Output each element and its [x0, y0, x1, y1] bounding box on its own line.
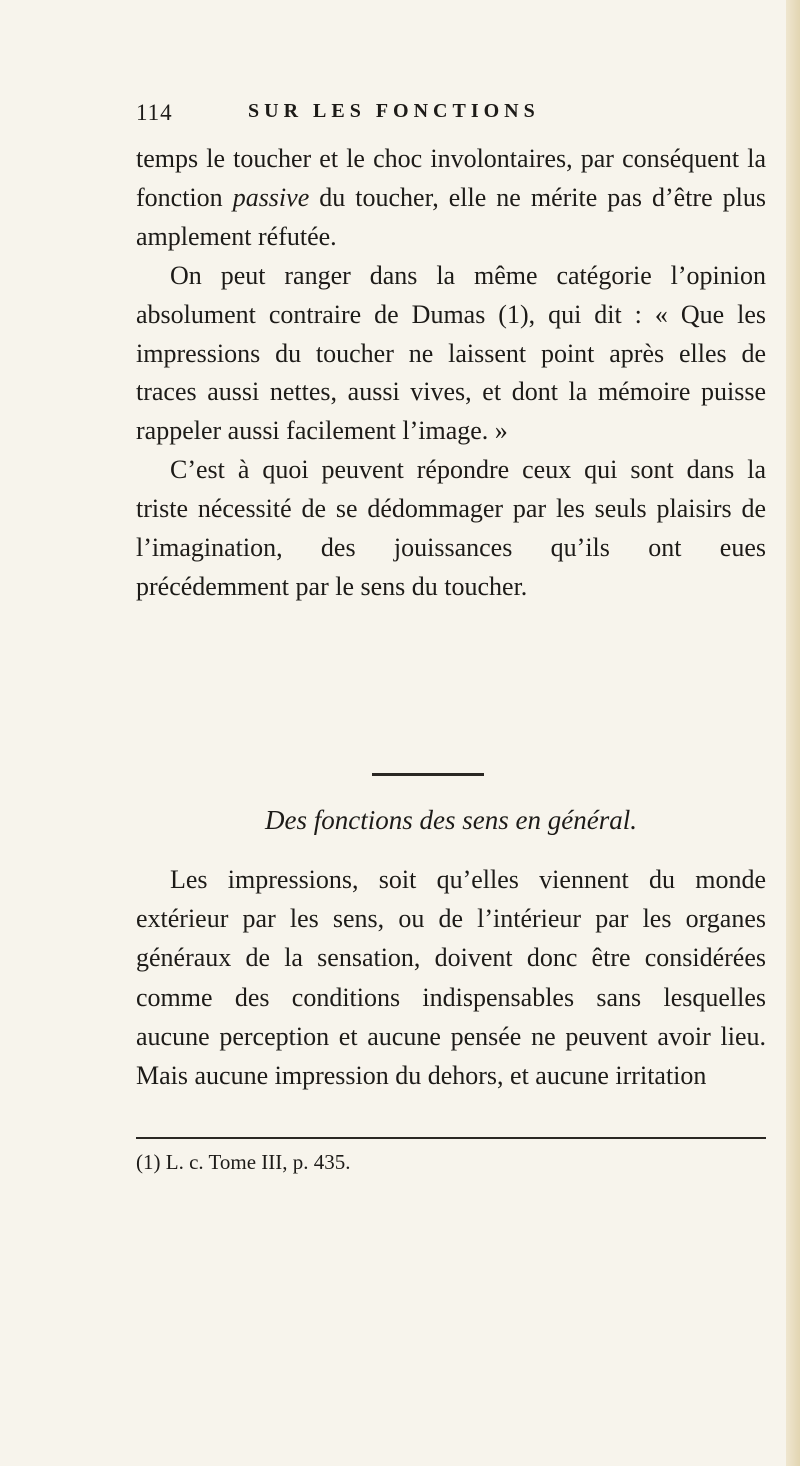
emphasis-passive: passive [232, 182, 310, 212]
footnote: (1) L. c. Tome III, p. 435. [136, 1150, 351, 1174]
paragraph-2: On peut ranger dans la même catégorie l’opinion absolument contraire de Dumas (1), qui dit : « Que les impressions du toucher ne laissent point après elles de traces aussi nettes, aussi vives, et dont la mémoire puisse rappeler aussi facilement l’image. » [136, 260, 766, 446]
page-edge [786, 0, 800, 1466]
running-head: SUR LES FONCTIONS [248, 100, 540, 122]
paragraph-1-end: du toucher, elle ne mérite pas d’être plus amplement réfutée. [136, 182, 766, 251]
body-text [136, 140, 766, 607]
paragraph-1-start: temps le toucher et le choc involontaires, par conséquent la fonction [136, 144, 766, 212]
section-divider [372, 773, 484, 776]
page-number: 114 [136, 100, 173, 125]
page-header [136, 100, 656, 140]
paragraph-1 [136, 140, 766, 257]
paragraph-3: C’est à quoi peuvent répondre ceux qui sont dans la triste nécessité de se dédommager par les seuls plaisirs de l’imagination, des jouissances qu’ils ont eues précédemment par le sens du toucher. [136, 455, 766, 601]
section-paragraph-1: Les impressions, soit qu’elles viennent du monde extérieur par les sens, ou de l’intérieur par les organes généraux de la sensation, doivent donc être considérées comme des conditions indispensables sans lesquelles aucune perception et aucune pensée ne peuvent avoir lieu. Mais aucune impression du dehors, et aucune irritation [136, 865, 766, 1091]
section-heading: Des fonctions des sens en général. [265, 805, 637, 835]
section-body [136, 860, 766, 1095]
footnote-rule [136, 1137, 766, 1139]
